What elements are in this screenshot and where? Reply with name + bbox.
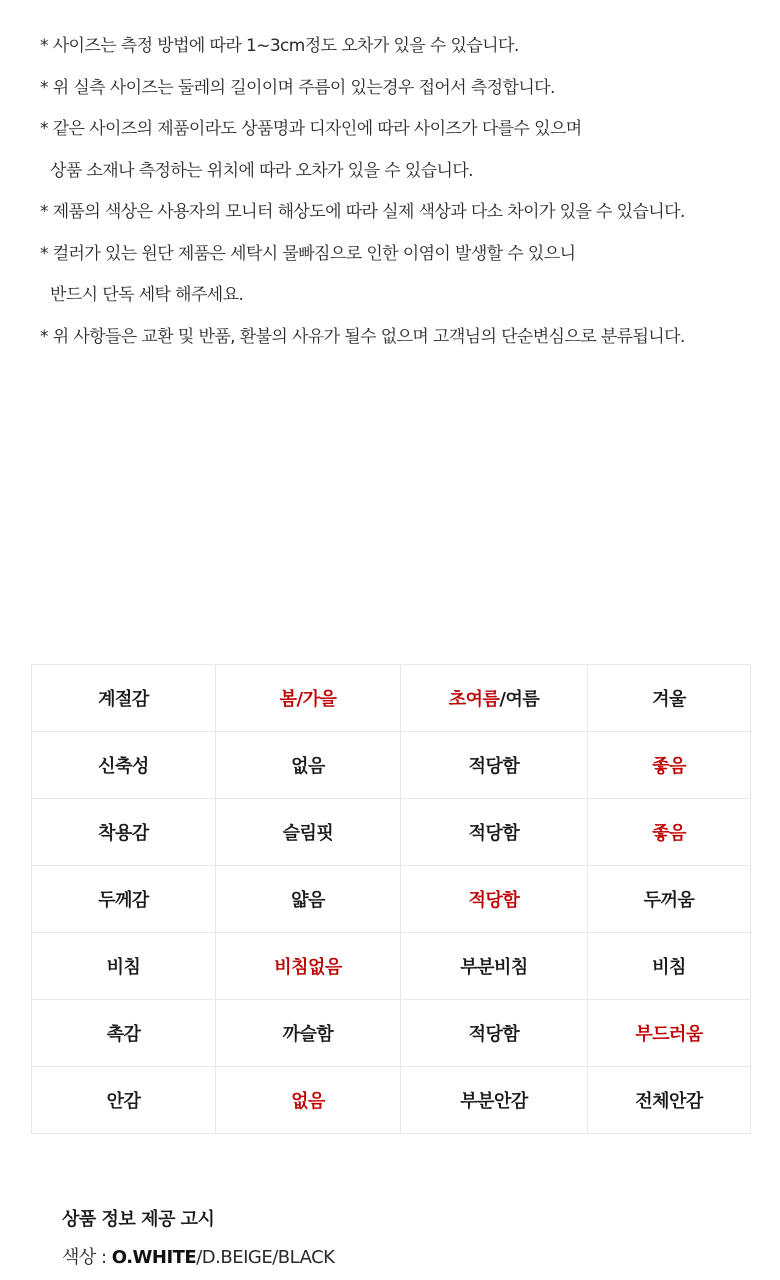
spec-option: 부분비침 xyxy=(401,933,588,1000)
spec-option-selected: 없음 xyxy=(216,1067,401,1134)
spec-option: 얇음 xyxy=(216,866,401,933)
table-row xyxy=(32,1067,751,1134)
spec-label: 두께감 xyxy=(32,866,216,933)
spec-label: 계절감 xyxy=(32,665,216,732)
table-row xyxy=(32,933,751,1000)
notice-list xyxy=(40,36,760,368)
color-label: 색상 : xyxy=(62,1247,112,1268)
spec-label: 비침 xyxy=(32,933,216,1000)
spec-option-selected: 좋음 xyxy=(588,799,751,866)
spec-option: 두꺼움 xyxy=(588,866,751,933)
spec-option: 비침 xyxy=(588,933,751,1000)
table-row xyxy=(32,799,751,866)
notice-line: * 위 실측 사이즈는 둘레의 길이이며 주름이 있는경우 접어서 측정합니다. xyxy=(40,77,555,98)
spec-option-selected: 봄/가을 xyxy=(216,665,401,732)
spec-option-selected: 적당함 xyxy=(401,866,588,933)
spec-option: 적당함 xyxy=(401,732,588,799)
spec-option: 부분안감 xyxy=(401,1067,588,1134)
notice-line: 반드시 단독 세탁 해주세요. xyxy=(50,285,244,305)
notice-line: * 위 사항들은 교환 및 반품, 환불의 사유가 될수 없으며 고객님의 단순변심으로 분류됩니다. xyxy=(40,326,685,347)
spec-option: 없음 xyxy=(216,732,401,799)
table-row xyxy=(32,732,751,799)
section-title: 상품 정보 제공 고시 xyxy=(62,1209,215,1230)
spec-option-selected: 초여름 xyxy=(448,689,500,710)
spec-option-selected: 좋음 xyxy=(588,732,751,799)
notice-line: * 사이즈는 측정 방법에 따라 1~3cm정도 오차가 있을 수 있습니다. xyxy=(40,36,519,56)
table-row xyxy=(32,866,751,933)
table-row xyxy=(32,1000,751,1067)
product-info-notice xyxy=(62,1205,334,1269)
spec-label: 착용감 xyxy=(32,799,216,866)
product-spec-table xyxy=(31,664,751,1134)
spec-label: 촉감 xyxy=(32,1000,216,1067)
spec-option xyxy=(401,665,588,732)
spec-option: 까슬함 xyxy=(216,1000,401,1067)
notice-line: * 제품의 색상은 사용자의 모니터 해상도에 따라 실제 색상과 다소 차이가 있을 수 있습니다. xyxy=(40,202,685,222)
spec-label: 신축성 xyxy=(32,732,216,799)
notice-line: 상품 소재나 측정하는 위치에 따라 오차가 있을 수 있습니다. xyxy=(50,160,473,181)
spec-option: 겨울 xyxy=(588,665,751,732)
color-options: /D.BEIGE/BLACK xyxy=(196,1247,335,1268)
spec-option-selected: 부드러움 xyxy=(588,1000,751,1067)
spec-option: 적당함 xyxy=(401,1000,588,1067)
notice-line: * 같은 사이즈의 제품이라도 상품명과 디자인에 따라 사이즈가 다를수 있으며 xyxy=(40,119,582,139)
spec-label: 안감 xyxy=(32,1067,216,1134)
color-option-highlight: O.WHITE xyxy=(111,1247,197,1268)
spec-option: 전체안감 xyxy=(588,1067,751,1134)
spec-option: 슬림핏 xyxy=(216,799,401,866)
spec-option: 적당함 xyxy=(401,799,588,866)
spec-option-text: /여름 xyxy=(499,689,540,710)
notice-line: * 컬러가 있는 원단 제품은 세탁시 물빠짐으로 인한 이염이 발생할 수 있으니 xyxy=(40,243,576,264)
spec-option-selected: 비침없음 xyxy=(216,933,401,1000)
color-info xyxy=(62,1243,334,1269)
table-row xyxy=(32,665,751,732)
